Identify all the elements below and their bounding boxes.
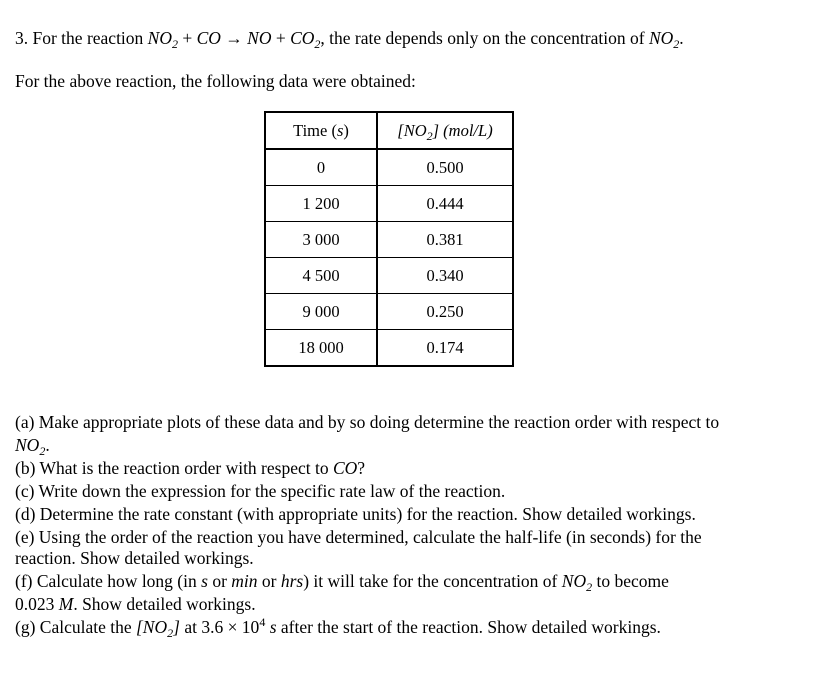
part-a: (a) Make appropriate plots of these data and by so doing determine the reaction order with respect to bbox=[15, 412, 720, 432]
concentration-cell: 0.381 bbox=[377, 222, 513, 258]
time-cell: 0 bbox=[265, 149, 377, 186]
time-cell: 1 200 bbox=[265, 186, 377, 222]
question-title: 3. For the reaction $NO_2$ + CO → NO + $CO_2$, the rate depends only on the concentration of $NO_2$. bbox=[15, 28, 684, 51]
table-row bbox=[265, 149, 513, 186]
time-cell: 4 500 bbox=[265, 258, 377, 294]
table-header-row bbox=[265, 112, 513, 149]
part-c: (c) Write down the expression for the specific rate law of the reaction. bbox=[15, 481, 506, 501]
data-table bbox=[264, 111, 514, 367]
table-row bbox=[265, 222, 513, 258]
concentration-cell: 0.250 bbox=[377, 294, 513, 330]
concentration-cell: 0.340 bbox=[377, 258, 513, 294]
part-e: (e) Using the order of the reaction you have determined, calculate the half-life (in seconds) for the bbox=[15, 527, 702, 547]
time-cell: 3 000 bbox=[265, 222, 377, 258]
intro-text: For the above reaction, the following data were obtained: bbox=[15, 71, 416, 91]
part-f-continuation: 0.023 M. Show detailed workings. bbox=[15, 594, 256, 614]
part-b: (b) What is the reaction order with respect to CO? bbox=[15, 458, 366, 478]
table-row bbox=[265, 186, 513, 222]
header-concentration: $[NO_2]$ (mol/L) bbox=[377, 112, 513, 149]
part-f: (f) Calculate how long (in s or min or hrs) it will take for the concentration of $NO_2$ to become bbox=[15, 571, 669, 594]
table-row bbox=[265, 258, 513, 294]
concentration-cell: 0.444 bbox=[377, 186, 513, 222]
header-time: Time (s) bbox=[265, 112, 377, 149]
time-cell: 9 000 bbox=[265, 294, 377, 330]
time-cell: 18 000 bbox=[265, 330, 377, 367]
table-row bbox=[265, 330, 513, 367]
concentration-cell: 0.500 bbox=[377, 149, 513, 186]
question-number: 3. bbox=[15, 28, 29, 48]
table-row bbox=[265, 294, 513, 330]
part-g: (g) Calculate the $[NO_2]$ at $3.6 \times 10^4$ s after the start of the reaction. Show detailed workings. bbox=[15, 615, 661, 640]
concentration-cell: 0.174 bbox=[377, 330, 513, 367]
part-e-continuation: reaction. Show detailed workings. bbox=[15, 548, 254, 568]
reaction-equation: $NO_2$ + CO → NO + $CO_2$ bbox=[147, 28, 321, 51]
part-d: (d) Determine the rate constant (with appropriate units) for the reaction. Show detailed workings. bbox=[15, 504, 696, 524]
part-a-continuation: $NO_2$. bbox=[15, 435, 50, 458]
